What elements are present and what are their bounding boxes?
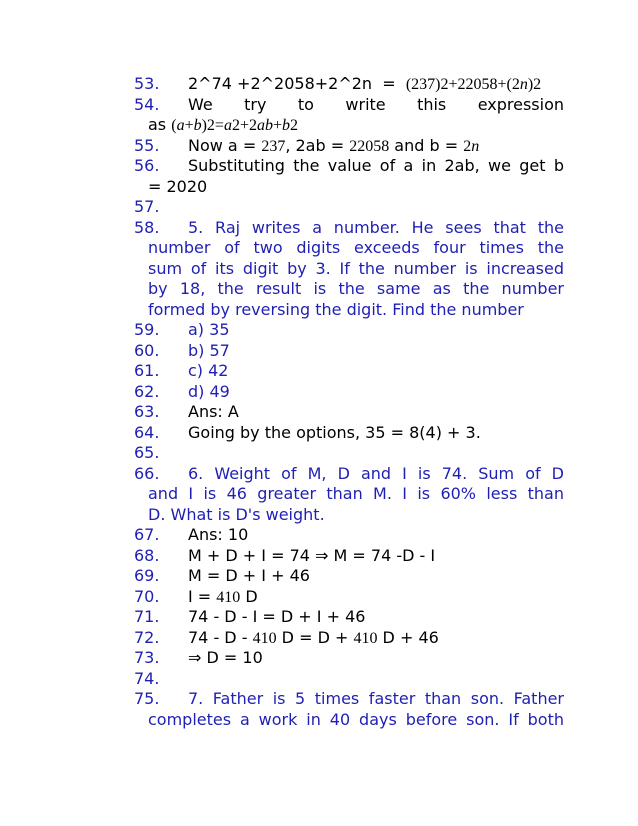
math-run: 237 [261, 137, 286, 155]
text-run: D = D + [276, 627, 354, 647]
line-number: 64. [134, 422, 160, 442]
text-line-continuation [148, 114, 564, 136]
numbered-line [134, 442, 564, 464]
math-run: 410 [353, 629, 378, 647]
line-number: 61. [134, 361, 160, 380]
numbered-line [134, 155, 564, 177]
text-run: 74 - D - [188, 627, 253, 647]
line-text: Ans: A [188, 402, 239, 421]
text-run: , 2ab = [285, 135, 350, 155]
math-run: 410 [216, 588, 241, 606]
numbered-line [134, 94, 564, 116]
numbered-line [134, 606, 564, 628]
math-run: )2 [527, 76, 542, 93]
line-number: 74. [134, 668, 160, 688]
line-text: 6. Weight of M, D and I is 74. Sum of D [188, 463, 564, 483]
numbered-line [134, 688, 564, 710]
line-number: 71. [134, 607, 160, 626]
math-run: 2+2 [231, 117, 257, 134]
line-text: D. What is D's weight. [148, 504, 325, 524]
line-text: 5. Raj writes a number. He sees that the [188, 217, 564, 237]
math-run: b [282, 117, 291, 134]
line-text: ⇒ D = 10 [188, 648, 263, 667]
line-number: 72. [134, 627, 160, 647]
line-text: b) 57 [188, 340, 230, 360]
line-text: d) 49 [188, 381, 230, 401]
line-number: 67. [134, 525, 160, 544]
numbered-line [134, 217, 564, 239]
line-text: M + D + I = 74 ⇒ M = 74 -D - I [188, 545, 436, 565]
numbered-line [134, 463, 564, 485]
numbered-line [134, 422, 564, 444]
text-line-continuation [148, 504, 564, 526]
line-text: We try to write this expression [188, 94, 564, 114]
line-text: 74 - D - I = D + I + 46 [188, 607, 366, 626]
math-run: ( [171, 117, 177, 134]
math-run: a [176, 117, 185, 134]
line-number: 56. [134, 156, 160, 175]
line-number: 59. [134, 320, 160, 339]
numbered-line [134, 340, 564, 362]
line-number: 63. [134, 402, 160, 421]
numbered-line [134, 73, 564, 95]
line-number: 55. [134, 135, 160, 155]
line-text: 7. Father is 5 times faster than son. Father [188, 689, 564, 708]
math-run: b [193, 117, 202, 134]
line-text: completes a work in 40 days before son. If both [148, 709, 564, 729]
numbered-line [134, 565, 564, 587]
numbered-line [134, 627, 564, 649]
numbered-line [134, 545, 564, 567]
text-line-continuation [148, 483, 564, 505]
line-text: c) 42 [188, 361, 229, 380]
text-line-continuation [148, 278, 564, 300]
text-run: D + 46 [377, 627, 439, 647]
numbered-line [134, 647, 564, 669]
line-number: 58. [134, 217, 160, 237]
line-text: by 18, the result is the same as the number [148, 279, 564, 298]
text-line-continuation [148, 709, 564, 731]
line-number: 54. [134, 94, 160, 114]
numbered-line [134, 524, 564, 546]
line-text: M = D + I + 46 [188, 566, 310, 585]
text-run: and b = [389, 135, 464, 155]
text-line-continuation [148, 176, 564, 198]
line-text: a) 35 [188, 320, 230, 339]
line-number: 65. [134, 443, 160, 462]
line-number: 69. [134, 566, 160, 585]
line-number: 57. [134, 197, 160, 216]
line-text: Ans: 10 [188, 525, 249, 544]
line-number: 70. [134, 586, 160, 606]
text-line-continuation [148, 258, 564, 280]
line-text: formed by reversing the digit. Find the number [148, 299, 524, 319]
text-run: as [148, 115, 172, 134]
line-number: 60. [134, 340, 160, 360]
math-run: )2= [201, 117, 224, 134]
line-text: sum of its digit by 3. If the number is increased [148, 258, 564, 278]
text-run: D [240, 586, 258, 606]
numbered-line [134, 401, 564, 423]
line-text: number of two digits exceeds four times the [148, 238, 564, 257]
text-run: Now a = [188, 135, 262, 155]
line-text: Going by the options, 35 = 8(4) + 3. [188, 422, 481, 442]
text-line-continuation [148, 237, 564, 259]
math-run: 410 [252, 629, 277, 647]
text-line-continuation [148, 299, 564, 321]
line-text: = 2020 [148, 176, 208, 196]
numbered-line [134, 586, 564, 608]
line-text: and I is 46 greater than M. I is 60% less than [148, 484, 564, 503]
line-number: 68. [134, 545, 160, 565]
numbered-line [134, 381, 564, 403]
math-run: n [471, 137, 480, 155]
numbered-line [134, 135, 564, 157]
line-number: 73. [134, 648, 160, 667]
math-run: 22058 [349, 137, 390, 155]
math-run: n [519, 76, 528, 93]
line-number: 75. [134, 689, 160, 708]
math-run: 2 [290, 117, 299, 134]
math-run: + [272, 117, 283, 134]
line-text: Substituting the value of a in 2ab, we get b [188, 156, 564, 175]
text-run: I = [188, 586, 217, 606]
math-run: 2 [463, 137, 472, 155]
line-number: 66. [134, 463, 160, 483]
math-run: (237)2+22058+(2 [405, 76, 520, 93]
math-run: + [184, 117, 194, 134]
numbered-line [134, 668, 564, 690]
math-run: a [223, 117, 232, 134]
line-number: 53. [134, 74, 160, 93]
line-number: 62. [134, 381, 160, 401]
numbered-line [134, 319, 564, 341]
numbered-line [134, 360, 564, 382]
numbered-line [134, 196, 564, 218]
text-run: 2^74 +2^2058+2^2n = [188, 74, 406, 93]
math-run: ab [256, 117, 273, 134]
